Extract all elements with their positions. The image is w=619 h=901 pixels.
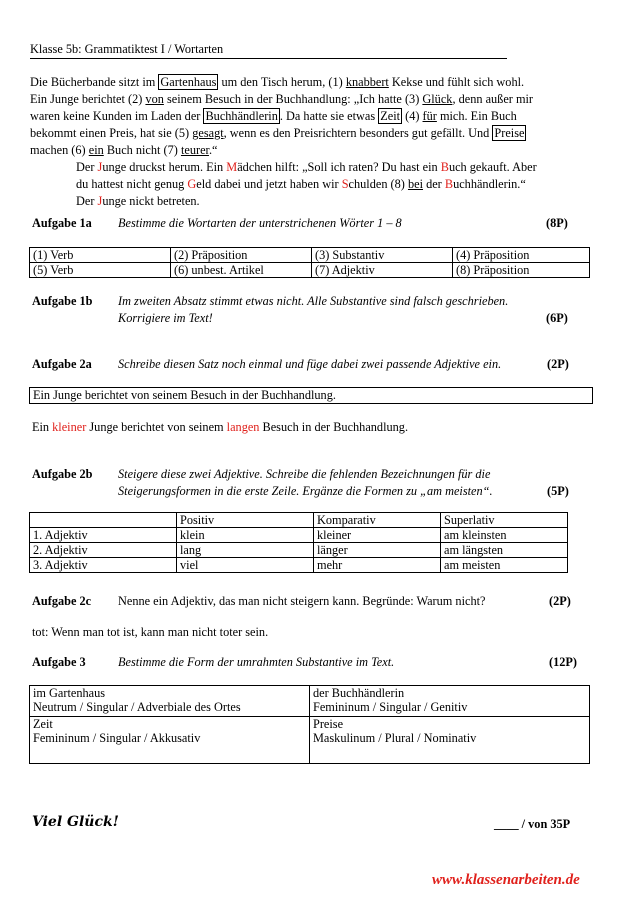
text-fragment: uchhändlerin.“ [453,177,526,191]
table-row [30,528,568,543]
table-cell: am kleinsten [441,528,568,543]
text-fragment: unge druckst herum. Ein [102,160,227,174]
table-cell: viel [177,558,314,573]
text-fragment: mich. Ein Buch [436,109,517,123]
task-2b-text-1: Steigere diese zwei Adjektive. Schreibe die fehlenden Bezeichnungen für die [118,467,491,481]
total-score: ____ / von 35P [494,817,571,831]
text-fragment: Der [76,160,98,174]
table-row [30,263,590,278]
task-1b-label: Aufgabe 1b [32,294,93,308]
table-cell: klein [177,528,314,543]
text-fragment: M [226,160,238,174]
table-cell: kleiner [314,528,441,543]
table-cell: Zeit Femininum / Singular / Akkusativ [30,717,310,764]
table-cell: (6) unbest. Artikel [171,263,312,278]
task-2a-text: Schreibe diesen Satz noch einmal und füge dabei zwei passende Adjektive ein. [118,357,502,371]
table-cell: (5) Verb [30,263,171,278]
task-2a-points: (2P) [547,357,569,371]
table-cell: Superlativ [441,513,568,528]
table-cell: 2. Adjektiv [30,543,177,558]
underlined-word: Glück [422,92,453,106]
text-fragment: kleiner [52,420,87,434]
task-1a-points: (8P) [546,216,568,230]
underlined-word: bei [407,177,423,191]
task-2b-points: (5P) [547,484,569,498]
table-cell: Komparativ [314,513,441,528]
story-text [30,74,585,210]
framed-noun: Preise [494,126,525,140]
underlined-word: gesagt [192,126,224,140]
text-fragment: .“ [208,143,218,157]
text-fragment: Ein Junge berichtet (2) [30,92,146,106]
underlined-word: knabbert [345,75,389,89]
text-fragment: Kekse und fühlt sich wohl. [388,75,525,89]
table-row [30,513,568,528]
text-fragment: ädchen hilft: „Soll ich raten? Du hast ein [237,160,441,174]
task-3-table [29,685,590,764]
task-2c-label: Aufgabe 2c [32,594,92,608]
text-fragment: , denn außer mir [452,92,534,106]
text-fragment: langen [226,420,260,434]
table-cell: (4) Präposition [453,248,590,263]
table-cell: (7) Adjektiv [312,263,453,278]
page-title: Klasse 5b: Grammatiktest I / Wortarten [30,42,507,59]
task-1b-points: (6P) [546,311,568,325]
good-luck-signature: Viel Glück! [32,814,119,830]
underlined-word: von [145,92,164,106]
task-1b-text-2: Korrigiere im Text! [118,311,213,325]
task-1a-label: Aufgabe 1a [32,216,92,230]
text-fragment: (4) [402,109,423,123]
text-fragment: . Da hatte sie etwas [279,109,379,123]
framed-noun: Buchhändlerin [205,109,278,123]
task-2c-text: Nenne ein Adjektiv, das man nicht steigern kann. Begründe: Warum nicht? [118,594,486,608]
website-link[interactable]: www.klassenarbeiten.de [432,872,580,888]
text-fragment: Die Bücherbande sitzt im [30,75,159,89]
table-cell: länger [314,543,441,558]
table-cell: Preise Maskulinum / Plural / Nominativ [310,717,590,764]
table-cell: Positiv [177,513,314,528]
task-2c-points: (2P) [549,594,571,608]
table-cell: (1) Verb [30,248,171,263]
text-fragment: um den Tisch herum, (1) [218,75,346,89]
text-fragment: eld dabei und jetzt haben wir [196,177,342,191]
text-fragment: seinem Besuch in der Buchhandlung: „Ich hatte (3) [163,92,423,106]
paragraph-1 [30,74,585,159]
table-row [30,543,568,558]
task-2b-label: Aufgabe 2b [32,467,93,481]
task-1a-text: Bestimme die Wortarten der unterstrichenen Wörter 1 – 8 [118,216,402,230]
underlined-word: für [422,109,437,123]
task-1b-text-1: Im zweiten Absatz stimmt etwas nicht. Alle Substantive sind falsch geschrieben. [118,294,509,308]
text-fragment: waren keine Kunden im Laden der [30,109,204,123]
task-1a-table [29,247,590,278]
table-cell [30,513,177,528]
text-fragment: der [423,177,445,191]
table-cell: (8) Präposition [453,263,590,278]
task-2b-text-2: Steigerungsformen in die erste Zeile. Ergänze die Formen zu „am meisten“. [118,484,493,498]
text-fragment: machen (6) [30,143,89,157]
table-cell: am meisten [441,558,568,573]
task-2a-label: Aufgabe 2a [32,357,92,371]
table-cell: 3. Adjektiv [30,558,177,573]
text-fragment: G [187,177,197,191]
table-row [30,558,568,573]
underlined-word: teurer [180,143,209,157]
table-cell: im Gartenhaus Neutrum / Singular / Adverbiale des Ortes [30,686,310,717]
task-2c-answer: tot: Wenn man tot ist, kann man nicht toter sein. [32,625,269,639]
framed-noun: Gartenhaus [160,75,217,89]
text-fragment: du hattest nicht genug [76,177,188,191]
text-fragment: unge nickt betreten. [102,194,200,208]
text-fragment: B [444,177,454,191]
text-fragment: Der [76,194,98,208]
task-2a-answer: Ein kleiner Junge berichtet von seinem langen Besuch in der Buchhandlung. [32,420,409,434]
text-fragment: Buch nicht (7) [103,143,181,157]
table-cell: (3) Substantiv [312,248,453,263]
table-row [30,717,590,764]
text-fragment: S [341,177,349,191]
task-2a-sentence: Ein Junge berichtet von seinem Besuch in der Buchhandlung. [29,387,593,404]
text-fragment: , wenn es den Preisrichtern besonders gut gefällt. Und [223,126,493,140]
table-cell: am längsten [441,543,568,558]
text-fragment: uch gekauft. Aber [448,160,537,174]
framed-noun: Zeit [380,109,401,123]
table-cell: lang [177,543,314,558]
text-fragment: J [97,194,103,208]
table-cell: (2) Präposition [171,248,312,263]
table-cell: 1. Adjektiv [30,528,177,543]
table-row [30,248,590,263]
text-fragment: bekommt einen Preis, hat sie (5) [30,126,193,140]
text-fragment: J [97,160,103,174]
table-cell: mehr [314,558,441,573]
task-3-points: (12P) [549,655,577,669]
table-cell: der Buchhändlerin Femininum / Singular / Genitiv [310,686,590,717]
task-3-label: Aufgabe 3 [32,655,86,669]
task-2b-table [29,512,568,573]
task-3-text: Bestimme die Form der umrahmten Substantive im Text. [118,655,395,669]
text-fragment: chulden (8) [348,177,408,191]
text-fragment: B [440,160,449,174]
underlined-word: ein [88,143,104,157]
paragraph-2 [30,159,585,210]
table-row [30,686,590,717]
